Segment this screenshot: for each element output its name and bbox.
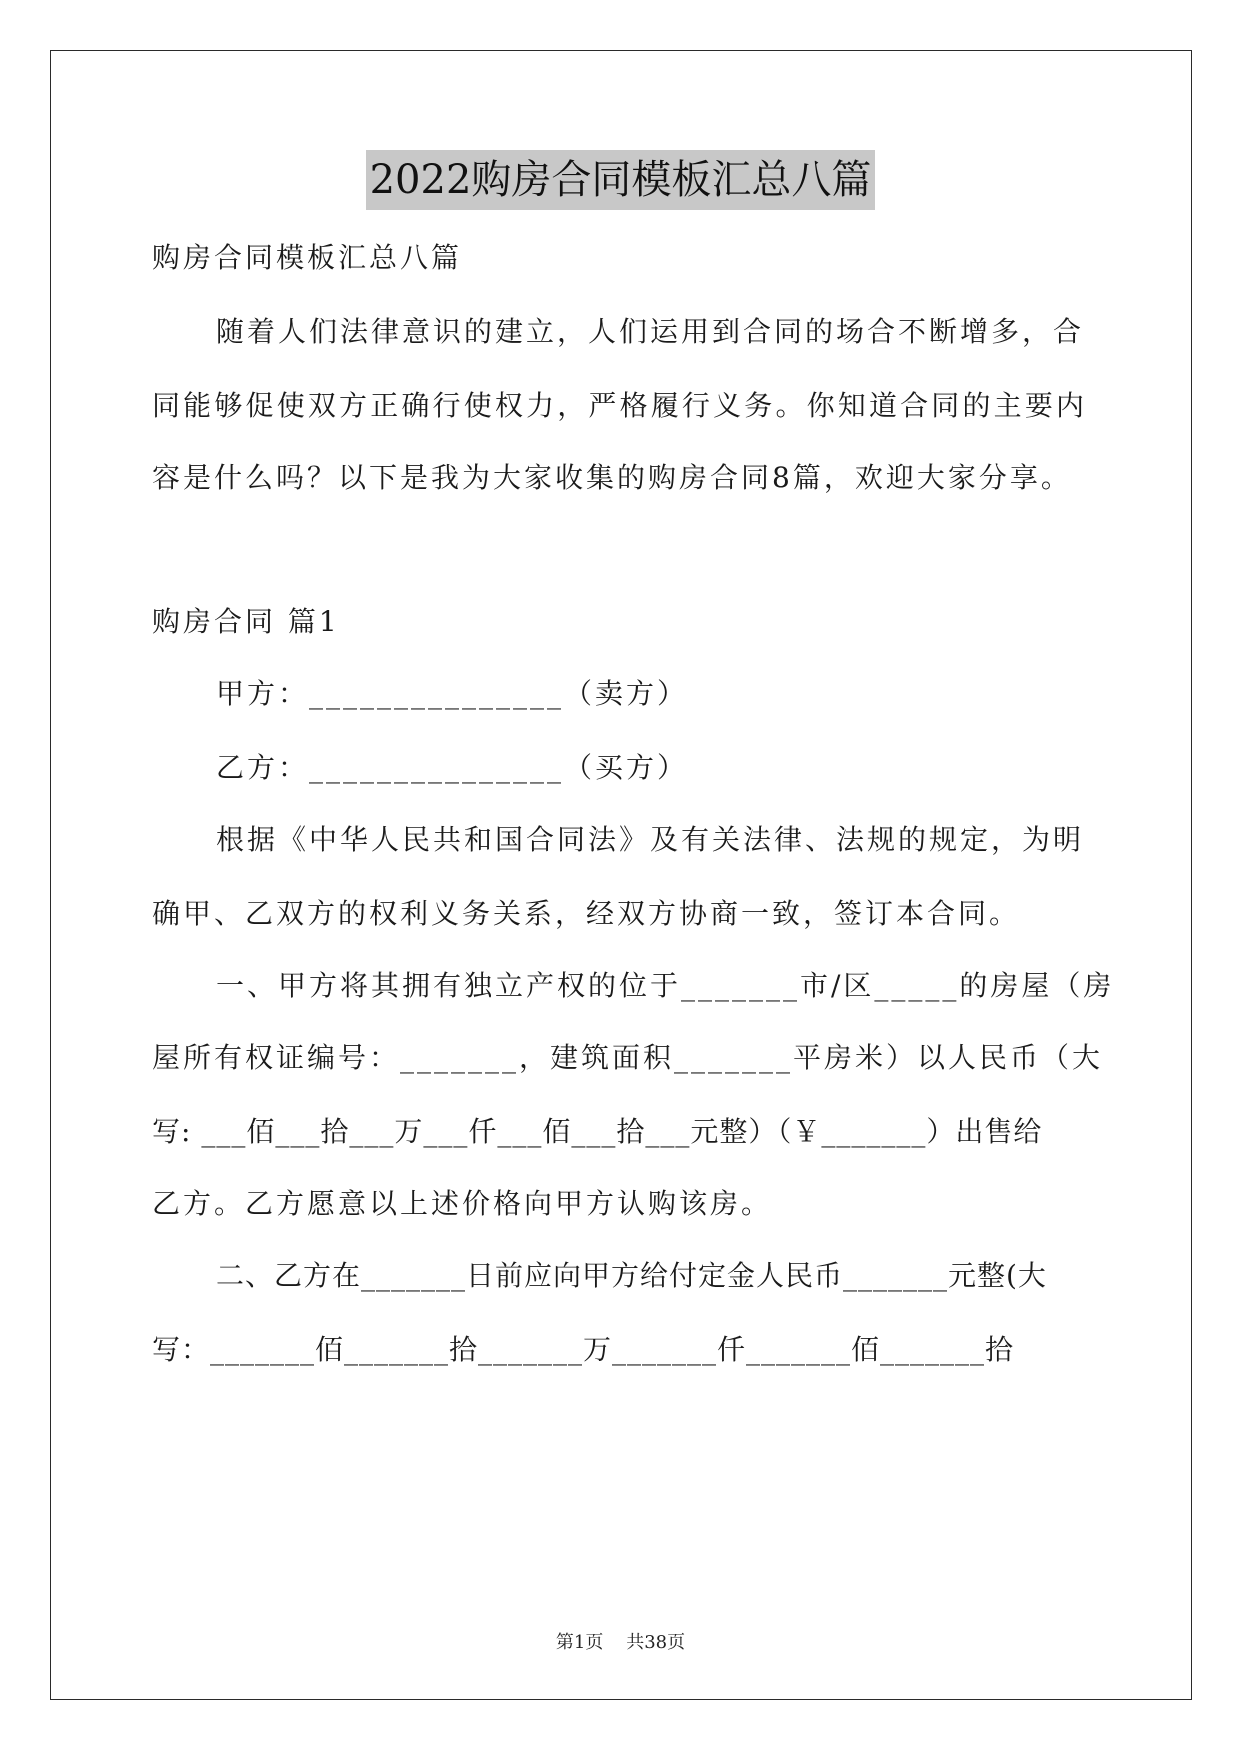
clause1-line-3: 写: ___佰___拾___万___仟___佰___拾___元整）（￥_______）出售给	[152, 1115, 1043, 1148]
page-border	[50, 50, 1192, 1700]
party-b-line: 乙方：_______________（买方）	[216, 751, 689, 784]
intro-line-3: 容是什么吗？以下是我为大家收集的购房合同8篇，欢迎大家分享。	[152, 461, 1072, 494]
clause1-line-1: 一、甲方将其拥有独立产权的位于_______市/区_____的房屋（房	[216, 969, 1115, 1002]
title-wrap	[0, 150, 1241, 210]
page-number-label: 第1页 共38页	[555, 1632, 686, 1653]
section-heading: 购房合同 篇1	[152, 605, 340, 638]
basis-line-2: 确甲、乙双方的权利义务关系，经双方协商一致，签订本合同。	[152, 897, 1021, 930]
basis-line-1: 根据《中华人民共和国合同法》及有关法律、法规的规定，为明	[216, 823, 1085, 856]
document-title: 2022购房合同模板汇总八篇	[366, 150, 876, 210]
clause2-line-1: 二、乙方在_______日前应向甲方给付定金人民币_______元整(大	[216, 1259, 1047, 1292]
intro-line-1: 随着人们法律意识的建立，人们运用到合同的场合不断增多，合	[216, 315, 1085, 348]
page-footer	[0, 1631, 1241, 1655]
party-a-line: 甲方：_______________（卖方）	[216, 677, 689, 710]
intro-line-2: 同能够促使双方正确行使权力，严格履行义务。你知道合同的主要内	[152, 389, 1086, 422]
clause1-line-2: 屋所有权证编号：_______，建筑面积_______平房米）以人民币（大	[152, 1041, 1104, 1074]
clause2-line-2: 写：_______佰_______拾_______万_______仟_______佰_______拾	[152, 1333, 1015, 1366]
clause1-line-4: 乙方。乙方愿意以上述价格向甲方认购该房。	[152, 1187, 773, 1220]
document-subtitle: 购房合同模板汇总八篇	[152, 241, 463, 274]
